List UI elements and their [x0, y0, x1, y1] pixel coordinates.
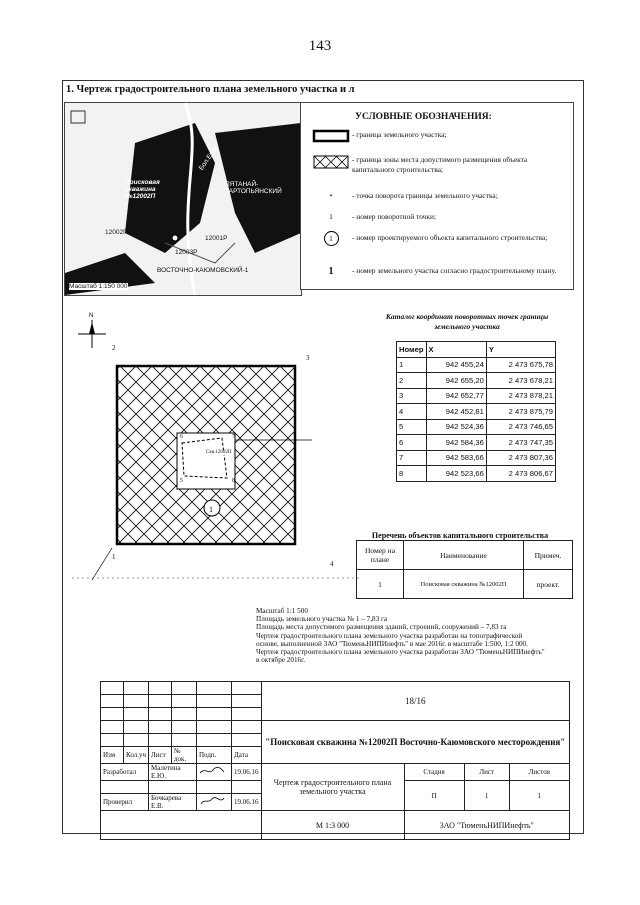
- stamp-stage-header: Листов: [509, 764, 569, 781]
- well-site-area: [177, 433, 235, 489]
- title-block-stamp: [100, 681, 570, 840]
- cell: 4: [397, 404, 427, 420]
- point-label-6: 6: [180, 434, 183, 440]
- location-map: [64, 102, 302, 296]
- legend-text: - номер проектируемого объекта капитального строительства;: [352, 233, 548, 242]
- map-label-w1: 12002П: [105, 229, 128, 236]
- cell: 6: [397, 435, 427, 451]
- legend-text: - граница зоны места допустимого размещения объекта капитального строительства;: [352, 155, 528, 174]
- cell: 2 473 747,35: [486, 435, 555, 451]
- objects-table: [356, 540, 573, 599]
- stamp-col-header: Кол.уч: [124, 747, 149, 764]
- stamp-stage-value: П: [404, 781, 464, 811]
- cell: 2 473 746,65: [486, 419, 555, 435]
- cell: 2 473 806,67: [486, 466, 555, 482]
- objects-title: Перечень объектов капитального строительства: [371, 531, 549, 540]
- stamp-project: "Поисковая скважина №12002П Восточно-Каюмовского месторождения": [261, 721, 570, 764]
- object-number-label: 1: [209, 505, 213, 514]
- stamp-stage-header: Лист: [464, 764, 509, 781]
- stamp-col-header: Лист: [149, 747, 172, 764]
- map-label-village: ПЯТАНАЙ- КАРТОПЬЯНСКИЙ: [225, 181, 282, 195]
- point-label-1: 1: [112, 553, 116, 561]
- cell: 5: [397, 419, 427, 435]
- circled-number-icon: 1: [324, 231, 339, 246]
- cell: 942 655,20: [426, 373, 486, 389]
- cell: 2 473 807,36: [486, 450, 555, 466]
- legend-text: - граница земельного участка;: [352, 130, 447, 139]
- stamp-checked-label: Проверил: [101, 794, 149, 811]
- stamp-sheets-value: 1: [509, 781, 569, 811]
- cell: 942 652,77: [426, 388, 486, 404]
- stamp-scale: М 1:3 000: [261, 811, 404, 840]
- leader-line: [92, 548, 112, 580]
- note-line: Чертеж градостроительного плана земельного участка разработан ЗАО "ТюменьНИПИнефть": [256, 648, 545, 657]
- point-dot-icon: •: [329, 191, 333, 200]
- cell: 942 452,81: [426, 404, 486, 420]
- cell: Поисковая скважина №12002П: [404, 570, 524, 599]
- stamp-code: 18/16: [261, 682, 570, 721]
- table-row: [357, 570, 573, 599]
- legend-text: - номер поворотной точки;: [352, 212, 437, 221]
- site-plan-drawing: [72, 313, 362, 593]
- well-marker: [172, 235, 178, 241]
- cell: 2 473 875,79: [486, 404, 555, 420]
- catalog-header: Номер: [397, 342, 427, 358]
- stamp-col-header: Изм: [101, 747, 124, 764]
- table-row: [397, 373, 556, 389]
- cell: 2 473 878,21: [486, 388, 555, 404]
- map-label-w3: 12003Р: [175, 249, 198, 256]
- page-number: 143: [308, 38, 332, 54]
- cell: 8: [397, 466, 427, 482]
- catalog-title: Каталог координат поворотных точек границы земельного участка: [385, 312, 549, 331]
- table-row: [397, 404, 556, 420]
- stamp-checked-date: 19.06.16: [232, 794, 262, 811]
- note-line: основе, выполненной ЗАО "ТюменьНИПИнефть" в мае 2016г. в масштабе 1:500, 1:2 000.: [256, 639, 528, 648]
- cell: 2 473 678,21: [486, 373, 555, 389]
- boundary-symbol-icon: [313, 130, 349, 142]
- objects-header: Наименование: [404, 541, 524, 570]
- cell: 1: [357, 570, 404, 599]
- cell: 3: [397, 388, 427, 404]
- drawing-notes: [256, 607, 566, 664]
- note-line: Чертеж градостроительного плана земельного участка разработан на топографической: [256, 631, 523, 640]
- svg-text:N: N: [89, 313, 94, 319]
- signature-image: [197, 794, 232, 811]
- stamp-sheet-value: 1: [464, 781, 509, 811]
- cell: 942 524,36: [426, 419, 486, 435]
- objects-header: Примеч.: [524, 541, 573, 570]
- cell: 7: [397, 450, 427, 466]
- note-line: Площадь места допустимого размещения зданий, строений, сооружений – 7,83 га: [256, 623, 507, 632]
- table-row: [397, 357, 556, 373]
- objects-header: Номер на плане: [357, 541, 404, 570]
- cell: 2: [397, 373, 427, 389]
- map-label-well: Поисковая скважина №12002П: [125, 179, 160, 200]
- map-scale-label: Масштаб 1:150 000: [69, 283, 128, 290]
- map-frame-mark: [71, 111, 85, 123]
- coordinate-catalog-table: [396, 341, 556, 482]
- stamp-drawing-name: Чертеж градостроительного плана земельного участка: [261, 764, 404, 811]
- stamp-col-header: Дата: [232, 747, 262, 764]
- note-line: в октябре 2016г.: [256, 656, 306, 665]
- hatched-zone-icon: [313, 155, 349, 169]
- table-row: [397, 419, 556, 435]
- point-label-4: 4: [330, 560, 334, 568]
- map-label-w2: 12001Р: [205, 235, 228, 242]
- sheet-title: 1. Чертеж градостроительного плана земельного участка и л: [66, 84, 355, 95]
- cell: 942 523,66: [426, 466, 486, 482]
- cell: 1: [397, 357, 427, 373]
- stamp-organization: ЗАО "ТюменьНИПИнефть": [404, 811, 570, 840]
- table-row: [397, 450, 556, 466]
- point-label-3: 3: [306, 354, 310, 362]
- point-number-symbol: 1: [329, 212, 333, 221]
- legend-text: - точка поворота границы земельного участка;: [352, 191, 498, 200]
- map-label-river: Бол.Еган: [197, 145, 220, 172]
- table-row: [397, 388, 556, 404]
- point-label-7: 7: [232, 434, 235, 440]
- cell: 942 455,24: [426, 357, 486, 373]
- stamp-col-header: № док.: [172, 747, 197, 764]
- table-row: [397, 435, 556, 451]
- catalog-header-row: [397, 342, 556, 358]
- point-label-2: 2: [112, 344, 116, 352]
- stamp-developed-name: Малетина Е.Ю.: [149, 764, 197, 781]
- well-label: Скв.12002П: [206, 450, 232, 455]
- note-line: Площадь земельного участка № 1 – 7,83 га: [256, 615, 388, 624]
- north-arrow-icon: [78, 313, 106, 348]
- plot-number-symbol: 1: [328, 266, 334, 277]
- point-label-5: 5: [180, 478, 183, 484]
- note-line: Масштаб 1:1 500: [256, 607, 308, 615]
- stamp-developed-label: Разработал: [101, 764, 149, 781]
- cell: 2 473 675,78: [486, 357, 555, 373]
- table-row: [397, 466, 556, 482]
- point-label-8: 8: [232, 478, 235, 484]
- catalog-header: X: [426, 342, 486, 358]
- cell: проект.: [524, 570, 573, 599]
- legend-title: УСЛОВНЫЕ ОБОЗНАЧЕНИЯ:: [355, 112, 492, 122]
- map-label-field: ВОСТОЧНО-КАЮМОВСКИЙ-1: [157, 267, 249, 274]
- stamp-checked-name: Бочкарева Е.В.: [149, 794, 197, 811]
- signature-image: [197, 764, 232, 781]
- catalog-header: Y: [486, 342, 555, 358]
- stamp-stage-header: Стадия: [404, 764, 464, 781]
- objects-header-row: [357, 541, 573, 570]
- stamp-col-header: Подп.: [197, 747, 232, 764]
- legend-text: - номер земельного участка согласно градостроительному плану.: [352, 266, 557, 275]
- cell: 942 583,66: [426, 450, 486, 466]
- cell: 942 584,36: [426, 435, 486, 451]
- stamp-developed-date: 19.06.16: [232, 764, 262, 781]
